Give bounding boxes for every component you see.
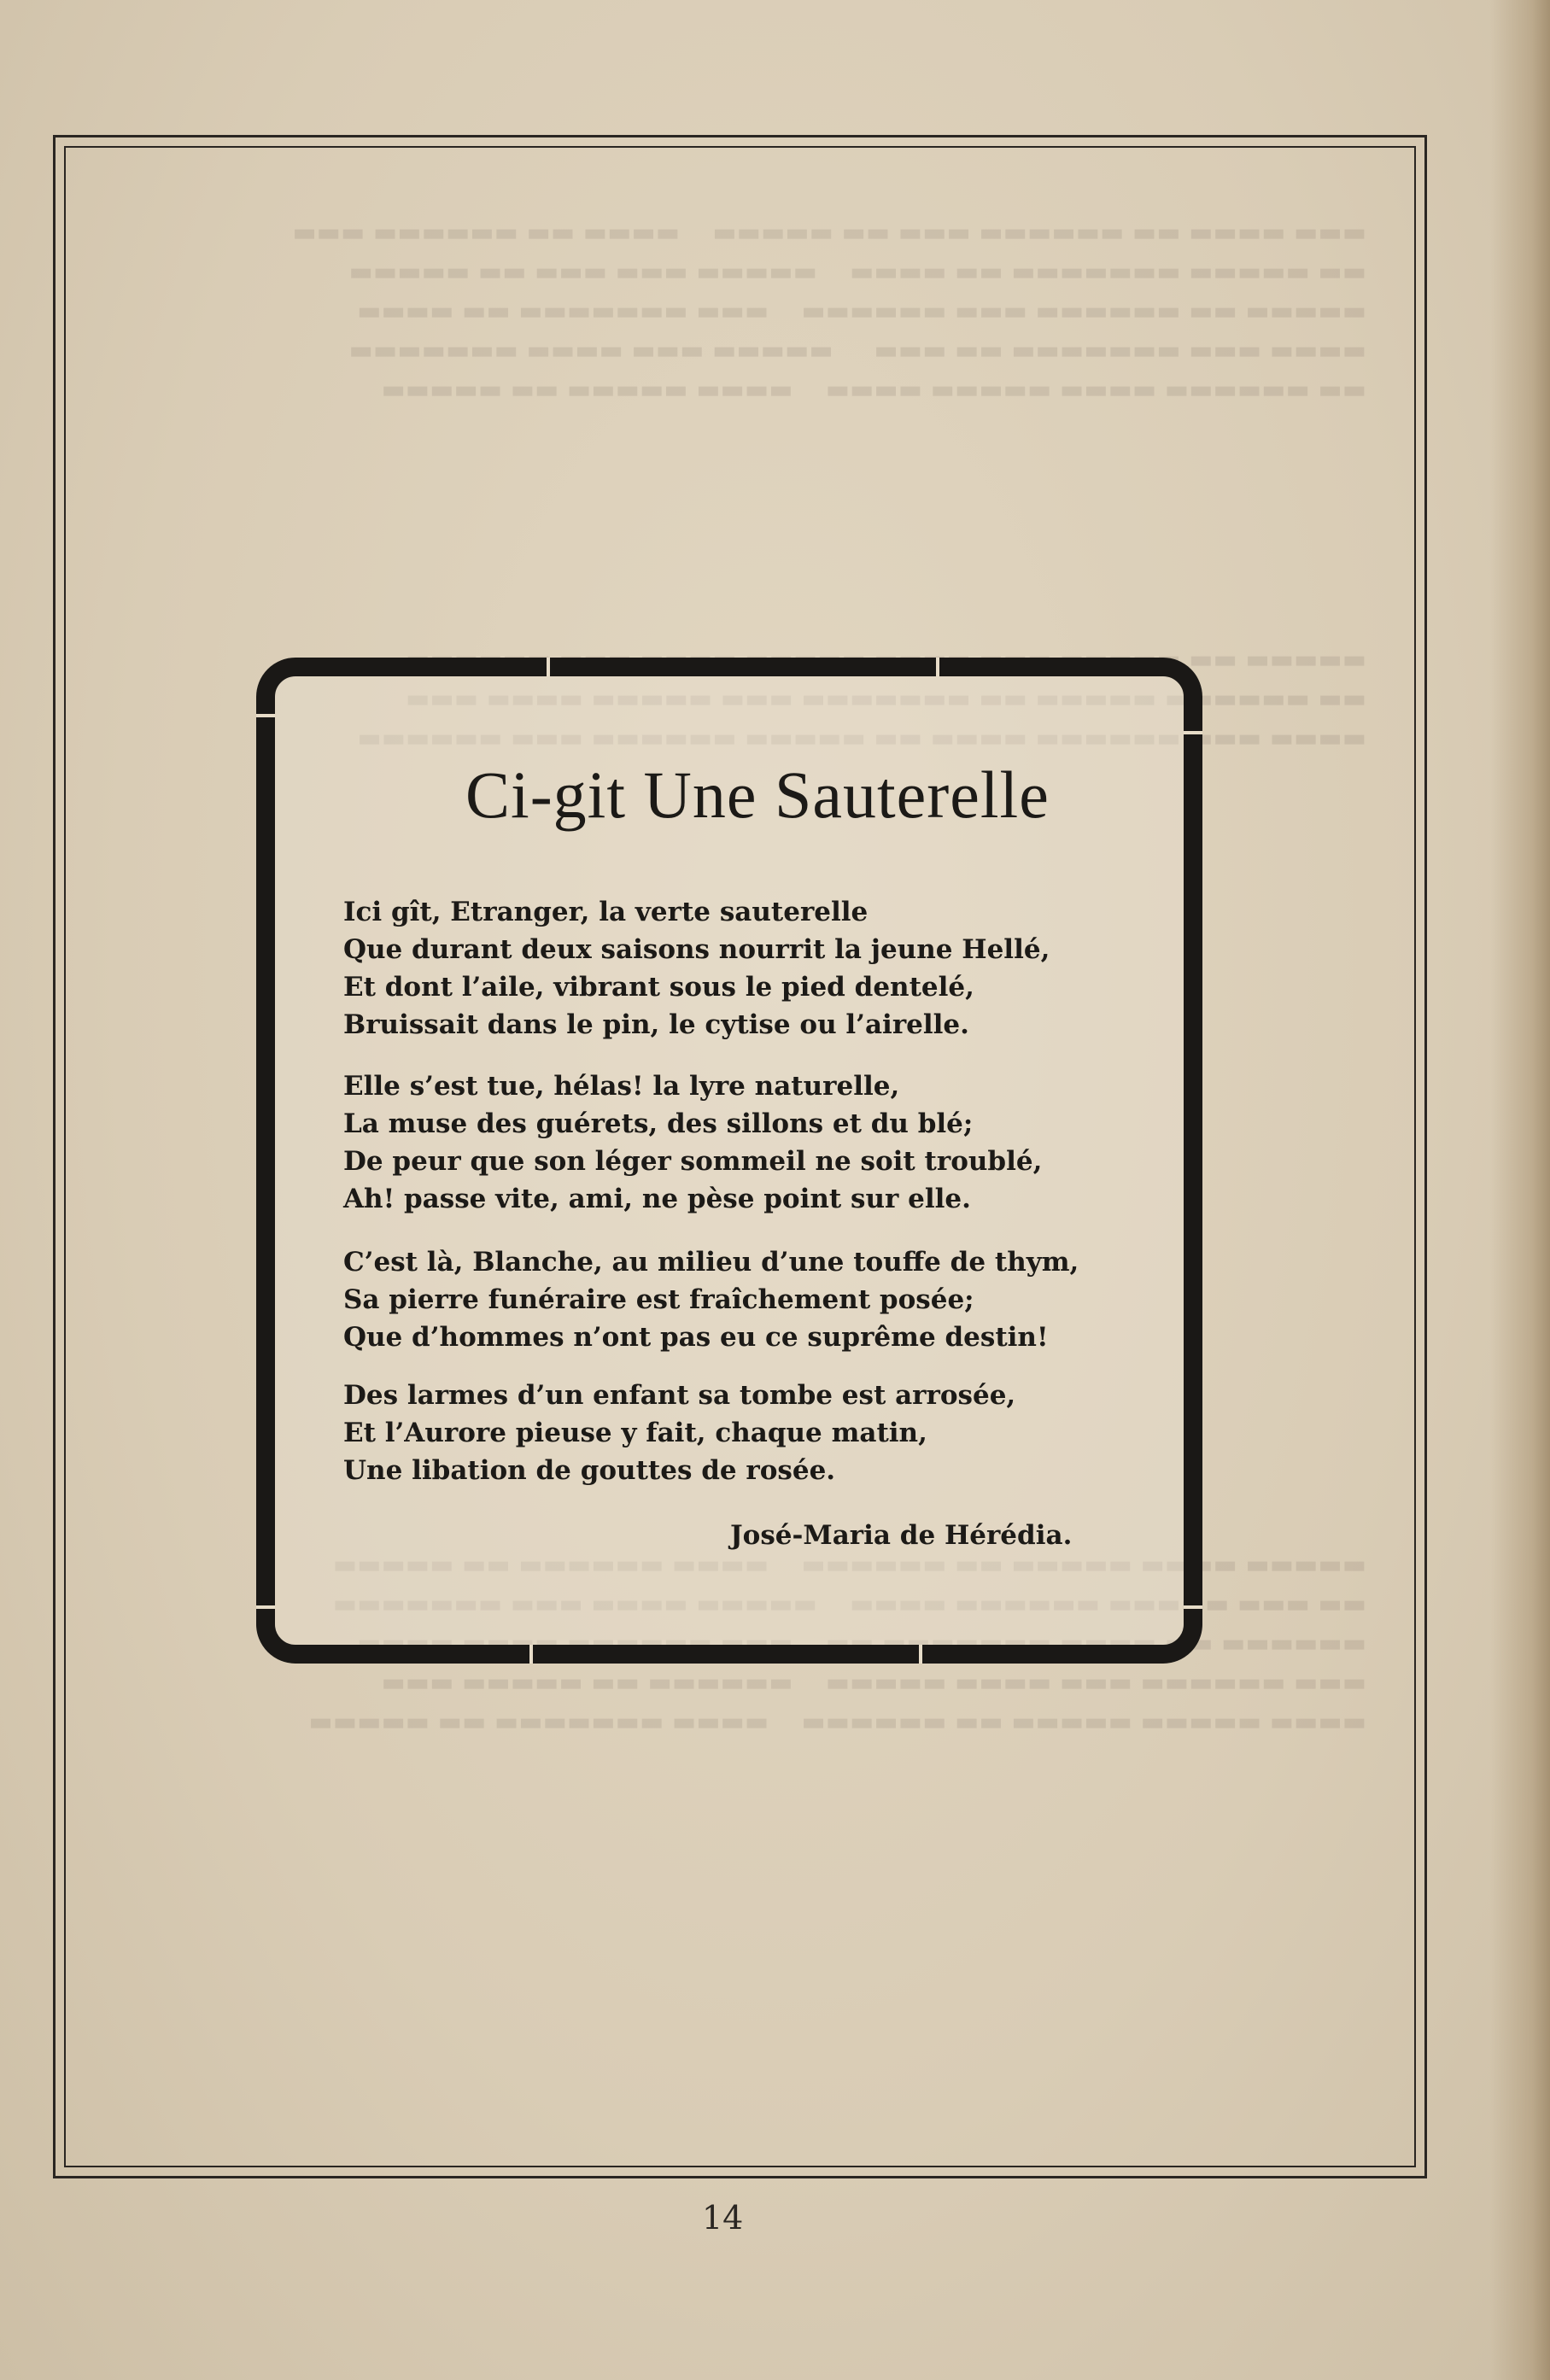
frame-break bbox=[256, 1605, 275, 1609]
frame-break bbox=[256, 714, 275, 717]
poem-line: Bruissait dans le pin, le cytise ou l’airelle. bbox=[343, 1009, 969, 1040]
poem-line: Ah! passe vite, ami, ne pèse point sur elle. bbox=[343, 1184, 971, 1214]
stanza-3 bbox=[343, 1243, 1095, 1356]
poem-line: Que durant deux saisons nourrit la jeune Hellé, bbox=[343, 934, 1050, 965]
poem-line: La muse des guérets, des sillons et du blé; bbox=[343, 1108, 974, 1139]
poem-line: Que d’hommes n’ont pas eu ce suprême destin! bbox=[343, 1322, 1049, 1353]
poem-line: De peur que son léger sommeil ne soit troublé, bbox=[343, 1146, 1043, 1177]
poem-line: C’est là, Blanche, au milieu d’une touffe de thym, bbox=[343, 1247, 1079, 1278]
poem-line: Des larmes d’un enfant sa tombe est arrosée, bbox=[343, 1380, 1016, 1411]
poem-author: José-Maria de Hérédia. bbox=[730, 1520, 1073, 1551]
poem-title: Ci-git Une Sauterelle bbox=[465, 757, 1050, 832]
frame-break bbox=[919, 1645, 922, 1664]
page-edge-shadow bbox=[1490, 0, 1550, 2380]
frame-break bbox=[1184, 1605, 1202, 1609]
frame-break bbox=[936, 658, 939, 676]
stanza-2 bbox=[343, 1067, 1095, 1218]
poem-line: Et dont l’aile, vibrant sous le pied dentelé, bbox=[343, 972, 974, 1003]
poem-line: Une libation de gouttes de rosée. bbox=[343, 1455, 836, 1486]
poem-line: Ici gît, Etranger, la verte sauterelle bbox=[343, 897, 869, 927]
frame-break bbox=[547, 658, 550, 676]
frame-break bbox=[1184, 731, 1202, 734]
stanza-1 bbox=[343, 893, 1095, 1044]
frame-break bbox=[529, 1645, 533, 1664]
stanza-4 bbox=[343, 1377, 1095, 1489]
poem-line: Sa pierre funéraire est fraîchement posée; bbox=[343, 1284, 974, 1315]
poem-line: Elle s’est tue, hélas! la lyre naturelle, bbox=[343, 1071, 900, 1102]
page-number: 14 bbox=[702, 2199, 744, 2237]
poem-line: Et l’Aurore pieuse y fait, chaque matin, bbox=[343, 1418, 927, 1448]
